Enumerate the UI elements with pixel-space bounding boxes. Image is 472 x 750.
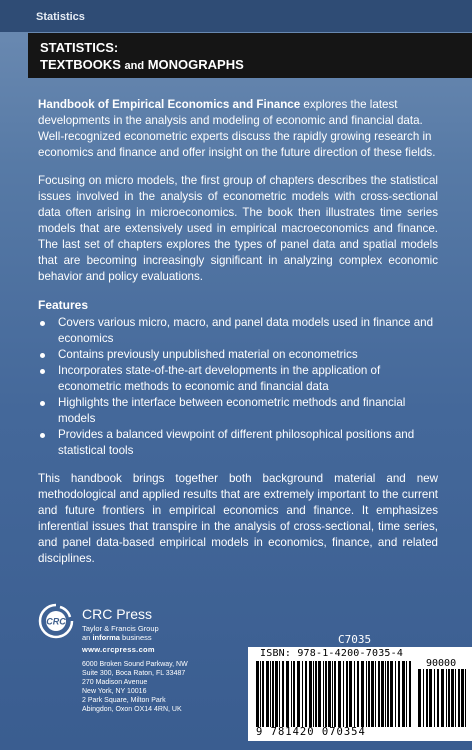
barcode-bar bbox=[423, 669, 424, 727]
business-informa: informa bbox=[92, 633, 120, 642]
series-word-and: and bbox=[124, 60, 145, 72]
barcode-bar bbox=[297, 661, 300, 727]
intro-paragraph bbox=[38, 97, 438, 161]
barcode-bar bbox=[381, 661, 384, 727]
barcode-bar bbox=[451, 669, 454, 727]
crc-press-logo-icon bbox=[38, 603, 74, 639]
address-line: 2 Park Square, Milton Park bbox=[82, 697, 166, 704]
paragraph-summary: This handbook brings together both background material and new methodological and applied results that are extremely important to the current and future frontiers in empirical economics and finance. It emphasizes inferential issues that transpire in the analysis of cross-sectional, time series, and panel data-based empirical models in economics, finance, and related disciplines. bbox=[38, 472, 438, 565]
barcode-bar bbox=[349, 661, 352, 727]
barcode-bar bbox=[323, 661, 324, 727]
barcode-bar bbox=[465, 669, 466, 727]
barcode-bar bbox=[354, 661, 355, 727]
barcode-bar bbox=[446, 669, 447, 727]
publisher-name: CRC Press bbox=[82, 606, 153, 622]
address-line: 6000 Broken Sound Parkway, NW bbox=[82, 661, 188, 668]
barcode-bar bbox=[385, 661, 386, 727]
crc-logo-text: CRC bbox=[46, 616, 66, 627]
barcode-bar bbox=[266, 661, 269, 727]
address-line: Suite 300, Boca Raton, FL 33487 bbox=[82, 670, 186, 677]
barcode-bar bbox=[366, 661, 367, 727]
ean-number: 9 781420 070354 bbox=[256, 726, 366, 738]
barcode-bar bbox=[418, 669, 421, 727]
paragraph-micro-models: Focusing on micro models, the first group of chapters describes the statistical issues involved in the analysis of econometric models with cross-sectional data often arising in microeconomics. The book then illustrates time series models that are extensively used in empirical macroeconomics and finance. The last set of chapters explores the types of panel data and spatial models that are becoming increasingly significant in analyzing complex economic behavior and policy evaluations. bbox=[38, 174, 438, 283]
category-label: Statistics bbox=[36, 11, 85, 23]
business-suffix: business bbox=[119, 633, 152, 642]
barcode-bar bbox=[378, 661, 380, 727]
barcode-bar bbox=[448, 669, 450, 727]
barcode-bar bbox=[390, 661, 393, 727]
barcode-bar bbox=[406, 661, 407, 727]
business-prefix: an bbox=[82, 633, 93, 642]
publisher-group: Taylor & Francis Group bbox=[82, 624, 159, 633]
publisher-url: www.crcpress.com bbox=[82, 645, 155, 654]
address-line: Abingdon, Oxon OX14 4RN, UK bbox=[82, 706, 182, 713]
barcode-bar bbox=[437, 669, 439, 727]
features-heading: Features bbox=[38, 298, 89, 312]
barcode-bar bbox=[434, 669, 435, 727]
feature-item: Highlights the interface between econometric methods and financial models bbox=[38, 395, 438, 427]
barcode-bar bbox=[291, 661, 292, 727]
barcode-bar bbox=[346, 661, 348, 727]
barcode-bar bbox=[325, 661, 327, 727]
barcode-bar bbox=[309, 661, 312, 727]
ean-barcode-bars bbox=[256, 661, 414, 727]
publisher-business bbox=[82, 633, 152, 642]
barcode-bar bbox=[313, 661, 314, 727]
barcode-bar bbox=[260, 661, 261, 727]
barcode-bar bbox=[282, 661, 284, 727]
barcode-bar bbox=[305, 661, 307, 727]
catalog-code: C7035 bbox=[338, 633, 372, 646]
feature-item: Contains previously unpublished material on econometrics bbox=[38, 347, 438, 363]
category-strip bbox=[0, 0, 472, 32]
barcode-bar bbox=[256, 661, 259, 727]
feature-item: Covers various micro, macro, and panel data models used in finance and economics bbox=[38, 315, 438, 347]
barcode-bar bbox=[272, 661, 274, 727]
description bbox=[38, 97, 438, 579]
barcode-bar bbox=[328, 661, 331, 727]
barcode-bar bbox=[302, 661, 303, 727]
feature-item: Provides a balanced viewpoint of different philosophical positions and statistical tools bbox=[38, 427, 438, 459]
book-title: Handbook of Empirical Economics and Finance bbox=[38, 98, 301, 111]
barcode-bar bbox=[357, 661, 359, 727]
barcode-bar bbox=[262, 661, 264, 727]
barcode-bar bbox=[441, 669, 444, 727]
addon-number: 90000 bbox=[426, 658, 457, 669]
series-title-line1: STATISTICS: bbox=[40, 40, 119, 55]
barcode-bar bbox=[315, 661, 317, 727]
barcode-bar bbox=[461, 669, 464, 727]
barcode-bar bbox=[361, 661, 364, 727]
feature-item: Incorporates state-of-the-art developments in the application of econometric methods to economic and financial data bbox=[38, 363, 438, 395]
barcode-bar bbox=[275, 661, 278, 727]
addon-barcode-bars bbox=[418, 669, 466, 727]
barcode-bar bbox=[279, 661, 280, 727]
isbn-barcode bbox=[248, 647, 472, 741]
barcode-bar bbox=[368, 661, 370, 727]
series-word-monographs: MONOGRAPHS bbox=[147, 57, 244, 72]
barcode-bar bbox=[293, 661, 295, 727]
series-word-textbooks: TEXTBOOKS bbox=[40, 57, 121, 72]
barcode-bar bbox=[338, 661, 341, 727]
series-title bbox=[40, 39, 244, 75]
series-title-line2 bbox=[40, 56, 244, 75]
barcode-bar bbox=[429, 669, 432, 727]
publisher-addresses bbox=[82, 660, 188, 714]
barcode-bar bbox=[332, 661, 333, 727]
barcode-bar bbox=[402, 661, 405, 727]
barcode-bar bbox=[371, 661, 374, 727]
barcode-bar bbox=[286, 661, 289, 727]
address-line: New York, NY 10016 bbox=[82, 688, 147, 695]
barcode-bar bbox=[334, 661, 336, 727]
publisher-block bbox=[38, 603, 238, 743]
isbn-label: ISBN: 978-1-4200-7035-4 bbox=[260, 648, 404, 659]
series-banner bbox=[28, 33, 472, 78]
barcode-bar bbox=[318, 661, 321, 727]
address-line: 270 Madison Avenue bbox=[82, 679, 148, 686]
barcode-bar bbox=[343, 661, 344, 727]
barcode-bar bbox=[458, 669, 460, 727]
barcode-bar bbox=[395, 661, 396, 727]
intro-text: explores the latest developments in the analysis and modeling of economic and financial data. Well-recognized econometric experts discuss the rapidly growing research in economics and finance and offer insight on the future direction of these fields. bbox=[38, 98, 436, 159]
barcode-bar bbox=[455, 669, 456, 727]
barcode-bar bbox=[375, 661, 376, 727]
barcode-bar bbox=[398, 661, 400, 727]
barcode-bar bbox=[270, 661, 271, 727]
barcode-bar bbox=[426, 669, 428, 727]
features-list bbox=[38, 315, 438, 459]
barcode-bar bbox=[387, 661, 389, 727]
barcode-bar bbox=[409, 661, 411, 727]
